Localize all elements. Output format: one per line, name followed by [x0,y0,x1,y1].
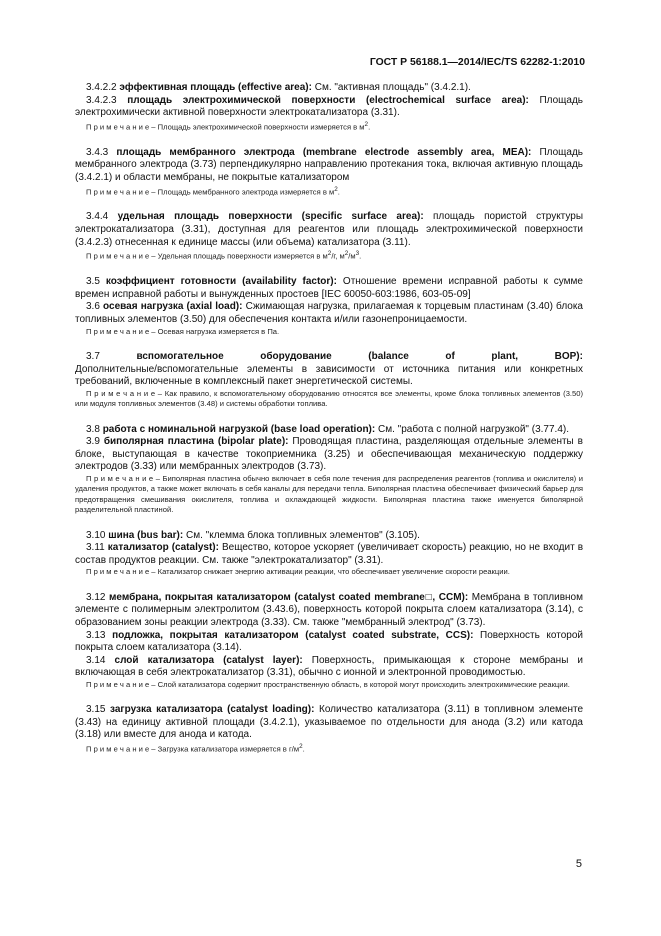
term-entry [75,436,583,474]
term-number: 3.8 [86,423,100,435]
term-entry [75,147,583,185]
term-definition: См. "клемма блока топливных элементов" (3.105). [183,529,420,541]
term-entry [75,655,583,680]
term-entry [75,592,583,630]
term-number: 3.4.3 [86,146,109,158]
term-title: площадь электрохимической поверхности (electrochemical surface area): [127,94,529,106]
term-number: 3.6 [86,301,100,313]
term-entry [75,276,583,301]
document-body [75,82,583,755]
term-title: подложка, покрытая катализатором (catalyst coated substrate, CCS): [112,629,474,641]
term-number: 3.10 [86,529,106,541]
term-number: 3.11 [86,542,105,554]
term-note: П р и м е ч а н и е – Удельная площадь поверхности измеряется в $м^2/г$, $м^2/м^3$. [86,250,362,261]
term-title-word: оборудование [260,350,332,362]
document-header: ГОСТ Р 56188.1—2014/IEC/TS 62282-1:2010 [369,57,585,68]
term-entry [75,542,583,567]
term-note: П р и м е ч а н и е – Площадь мембранного электрода измеряется в $м^2$. [86,185,340,197]
term-note: П р и м е ч а н и е – Как правило, к вспомогательному оборудованию относятся все элементы, кроме блока топливных элементов (3.50) или модуля топливных элементов (3.48) и системы обработки топлива. [75,388,584,409]
term-title: вспомогательное [136,350,224,362]
term-definition: Отношение времени исправной работы к сумме времен исправной работы и вынужденных простоев [IEC 60050-603:1986, 603-05-09] [75,276,583,300]
term-title-word: of [445,350,455,362]
term-note: П р и м е ч а н и е – Катализатор снижает энергию активации реакции, что обеспечивает увеличение скорости реакции. [86,567,510,577]
term-title-word: plant, [491,350,519,362]
term-title: удельная площадь поверхности (specific surface area): [117,211,424,223]
term-entry [75,95,583,120]
term-entry [75,211,583,249]
term-number: 3.4.4 [86,211,109,223]
term-number: 3.15 [86,704,106,716]
term-title: шина (bus bar): [108,529,184,541]
term-definition: Площадь мембранного электрода (3.73) перпендикулярно направлению протекания тока, включая активную площадь (3.4.2.1) и области мембраны, не покрытые катализатором [75,146,583,183]
term-title: эффективная площадь (effective area): [119,82,312,93]
term-title: осевая нагрузка (axial load): [103,301,243,313]
term-note: П р и м е ч а н и е – Осевая нагрузка измеряется в Па. [86,326,280,336]
term-definition: Поверхность, примыкающая к стороне мембраны и включающая в себя электрокатализатор (3.31), обычно с ионной и электронной проводимостью. [75,654,584,679]
term-definition: Площадь электрохимически активной поверхности электрокатализатора (3.31). [75,94,583,119]
term-number: 3.9 [86,436,100,448]
term-number: 3.4.2.3 [86,94,117,106]
term-entry [75,301,583,326]
term-number: 3.13 [86,629,106,641]
term-title: работа с номинальной нагрузкой (base load operation): [102,423,376,435]
term-number: 3.7 [86,350,100,362]
term-definition: См. "работа с полной нагрузкой" (3.77.4). [375,423,569,435]
term-entry [75,82,583,95]
term-title: биполярная пластина (bipolar plate): [103,436,289,448]
term-entry [75,704,583,742]
term-note: П р и м е ч а н и е – Биполярная пластина обычно включает в себя поле течения для распределения реагентов (топлива и окислителя) и удаления продуктов, а также может включать в себя каналы для передачи тепла. Биполярная пластина обеспечивает физический барьер для предотвращения смешивания окислителя, топлива и охлаждающей жидкости. Биполярная пластина также именуется биполярной разделительной пластиной. [75,473,584,515]
term-title: слой катализатора (catalyst layer): [114,654,303,666]
term-title: площадь мембранного электрода (membrane electrode assembly area, MEA): [116,146,532,158]
term-definition: площадь пористой структуры электрокатализатора (3.31), доступная для реагентов или площадь электрохимической поверхности (3.4.2.3) отнесенная к единице массы (или объема) катализатора (3.11). [75,211,584,248]
term-definition: Сжимающая нагрузка, прилагаемая к торцевым пластинам (3.40) блока топливных элементов (3.50) для обеспечения контакта и/или газонепроницаемости. [75,301,583,325]
term-number: 3.4.2.2 [86,82,117,93]
term-title-word: BOP): [554,350,583,362]
term-note: П р и м е ч а н и е – Загрузка катализатора измеряется в $г/м^2$. [86,743,305,754]
term-title: мембрана, покрытая катализатором (catalyst coated membrane□, CCM): [109,591,469,603]
term-title: катализатор (catalyst): [107,542,219,554]
term-definition: Мембрана в топливном элементе с полимерным электролитом (3.43.6), поверхность которой покрыта слоем катализатора (3.14), с образованием зоны реакции электрода (3.33). См. также "мембранный электрод" (3.73). [75,591,583,628]
term-entry [75,424,583,437]
term-definition: Поверхность которой покрыта слоем катализатора (3.14). [75,629,583,654]
term-title: загрузка катализатора (catalyst loading): [110,704,315,716]
term-number: 3.14 [86,654,106,666]
term-entry [75,630,583,655]
page-number: 5 [575,858,582,870]
term-entry-heading [86,351,583,364]
term-number: 3.5 [86,276,100,288]
term-entry [75,530,583,543]
term-title-word: (balance [368,350,409,362]
term-definition: Количество катализатора (3.11) в топливном элементе (3.43) на единицу активной площади (3.4.2.1), указываемое по отдельности для анода (3.2) или катода (3.18) или вместе для анода и катода. [75,704,584,741]
term-title: коэффициент готовности (availability factor): [105,276,337,288]
term-definition: Проводящая пластина, разделяющая отдельные элементы в блоке, выступающая в качестве токоприемника (3.25) и обеспечивающая механическую поддержку электродов (3.33) или мембранных электродов (3.73). [75,436,583,473]
term-note: П р и м е ч а н и е – Площадь электрохимической поверхности измеряется в $м^2$. [86,120,371,132]
term-number: 3.12 [86,591,106,603]
term-definition: Вещество, которое ускоряет (увеличивает скорость) реакцию, но не входит в состав продуктов реакции. См. также "электрокатализатор" (3.31). [75,542,584,566]
term-definition: Дополнительные/вспомогательные элементы в зависимости от источника питания или конкретных требований, включенные в комплексный пакет энергетической системы. [75,363,583,388]
term-note: П р и м е ч а н и е – Слой катализатора содержит пространственную область, в которой могут происходить электрохимические реакции. [86,679,570,689]
term-definition: См. "активная площадь" (3.4.2.1). [311,82,471,93]
